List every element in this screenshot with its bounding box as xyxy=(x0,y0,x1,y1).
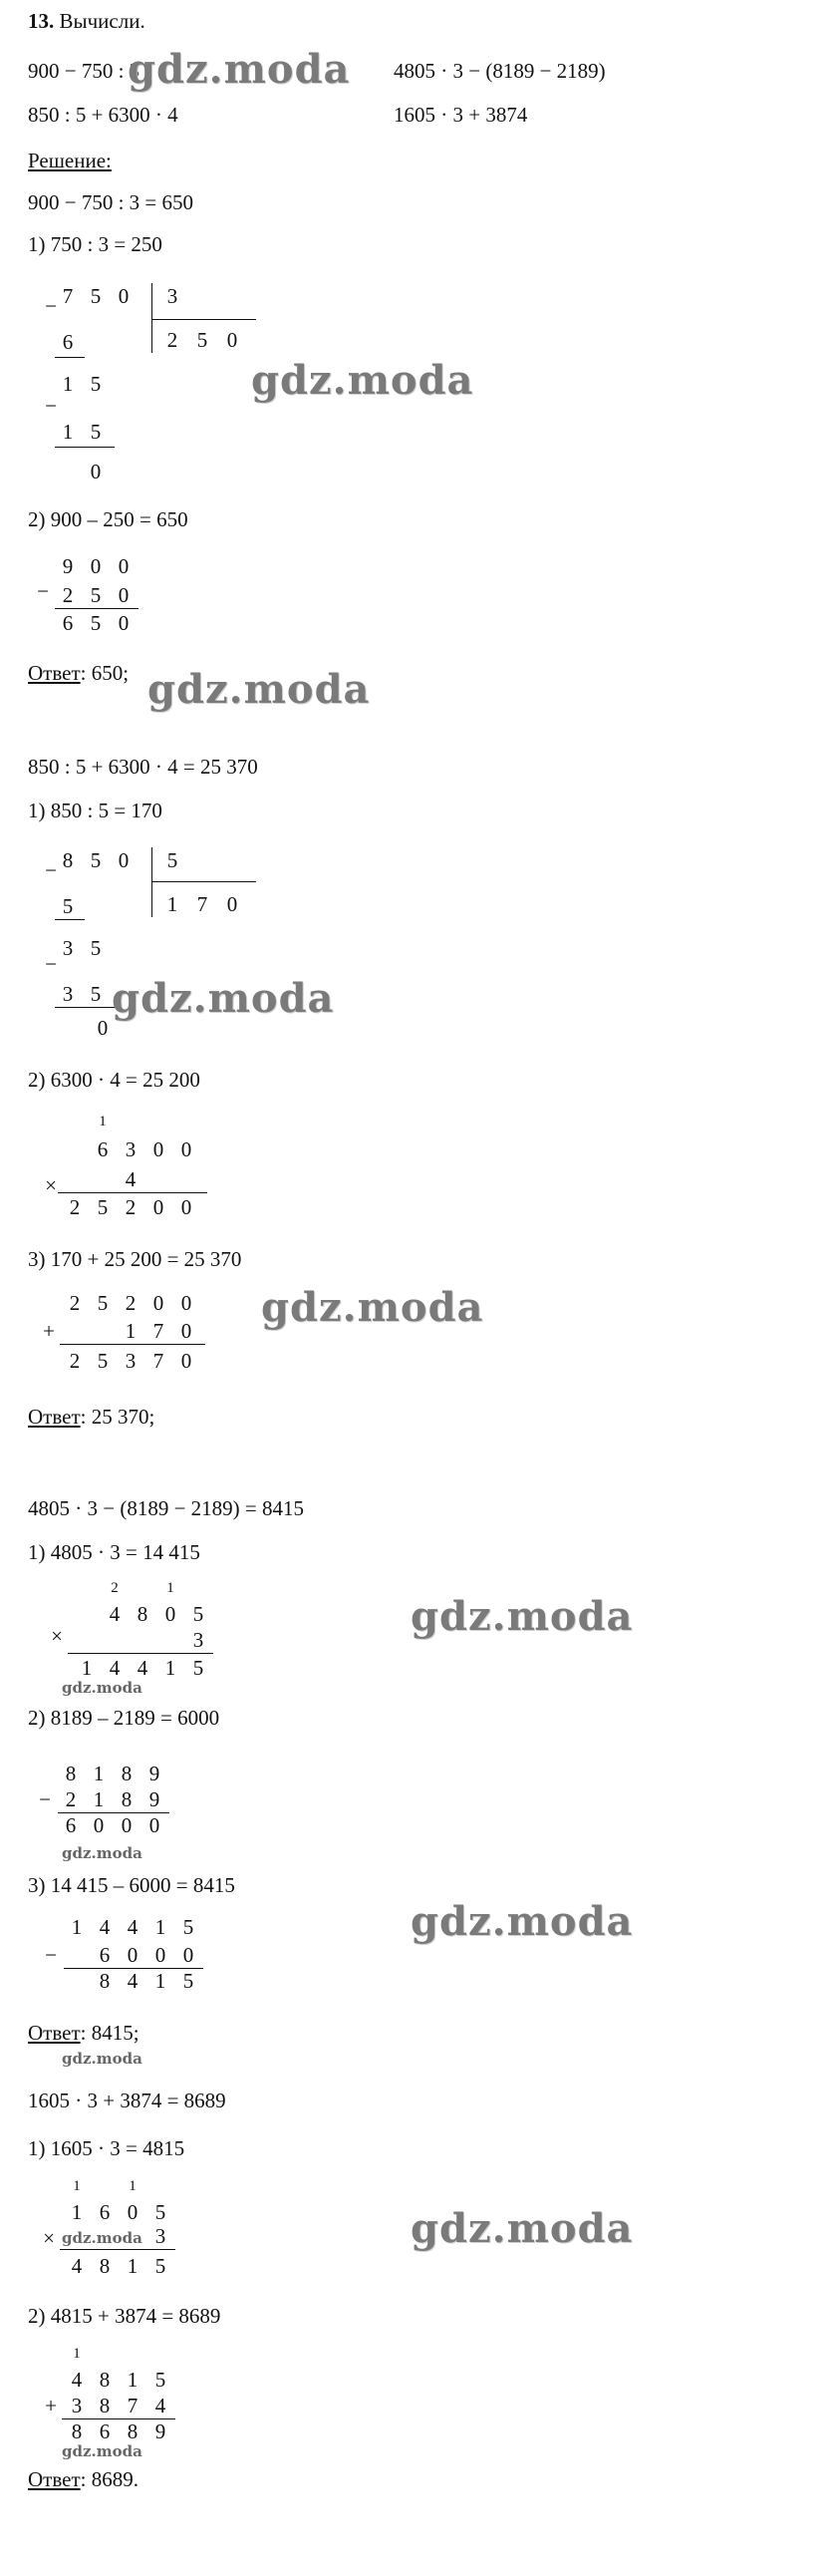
column-digit: 1 xyxy=(73,2346,81,2362)
column-digit: 4 xyxy=(109,1656,121,1680)
column-digit: 1 xyxy=(125,1319,137,1343)
column-digit: 9 xyxy=(148,1787,160,1811)
column-digit: 8 xyxy=(99,2254,111,2278)
column-digit: 3 xyxy=(62,982,74,1006)
column-digit: 1 xyxy=(127,2254,138,2278)
column-digit: + xyxy=(45,2394,57,2417)
column-digit: 4 xyxy=(125,1167,137,1191)
column-digit: × xyxy=(45,1173,57,1197)
column-digit: 7 xyxy=(196,892,208,916)
column-digit: 8 xyxy=(121,1787,133,1811)
equation-2: 850 : 5 + 6300 · 4 = 25 370 xyxy=(28,755,258,779)
column-digit: 4 xyxy=(109,1602,121,1626)
expression-3: 850 : 5 + 6300 · 4 xyxy=(28,103,178,127)
column-digit: 2 xyxy=(69,1291,81,1315)
column-digit: 1 xyxy=(166,1580,174,1596)
task-title: Вычисли. xyxy=(59,9,145,33)
expression-4: 1605 · 3 + 3874 xyxy=(394,103,528,127)
column-digit: 5 xyxy=(90,284,102,308)
column-digit: + xyxy=(43,1319,55,1343)
column-rule xyxy=(55,357,85,358)
column-digit: 0 xyxy=(118,848,130,872)
column-digit: 9 xyxy=(148,1762,160,1785)
column-digit: 2 xyxy=(69,1195,81,1219)
column-digit: 0 xyxy=(152,1195,164,1219)
column-digit: 2 xyxy=(125,1291,137,1315)
column-digit: 8 xyxy=(121,1762,133,1785)
column-digit: 9 xyxy=(62,554,74,578)
column-digit: 8 xyxy=(137,1602,148,1626)
column-digit: 0 xyxy=(127,2200,138,2224)
column-digit: 5 xyxy=(62,894,74,918)
column-digit: 5 xyxy=(154,2200,166,2224)
column-digit: 5 xyxy=(154,2254,166,2278)
column-digit: 2 xyxy=(62,583,74,607)
step-2-3: 3) 170 + 25 200 = 25 370 xyxy=(28,1247,242,1271)
column-rule xyxy=(68,1653,213,1654)
column-digit: 1 xyxy=(62,420,74,444)
column-digit: 3 xyxy=(71,2394,83,2417)
column-rule xyxy=(55,608,138,609)
column-digit: 0 xyxy=(118,284,130,308)
column-rule xyxy=(151,319,256,320)
column-digit: 5 xyxy=(90,982,102,1006)
column-digit: − xyxy=(45,858,57,882)
column-digit: 4 xyxy=(127,1915,138,1939)
column-digit: 5 xyxy=(154,2368,166,2392)
watermark: gdz.moda xyxy=(128,46,351,93)
watermark: gdz.moda xyxy=(112,975,335,1022)
column-digit: 1 xyxy=(129,2178,137,2194)
column-digit: 2 xyxy=(125,1195,137,1219)
column-digit: 1 xyxy=(81,1656,93,1680)
column-digit: 0 xyxy=(226,892,238,916)
column-digit: 1 xyxy=(93,1762,105,1785)
column-digit: − xyxy=(39,1787,51,1811)
column-rule xyxy=(151,881,256,882)
column-rule xyxy=(151,283,152,353)
column-digit: 2 xyxy=(69,1349,81,1373)
column-digit: 5 xyxy=(90,936,102,960)
column-digit: 0 xyxy=(226,328,238,352)
step-3-1: 1) 4805 · 3 = 14 415 xyxy=(28,1540,200,1564)
column-digit: 0 xyxy=(154,1943,166,1967)
column-digit: 4 xyxy=(71,2254,83,2278)
answer-1: Ответ: 650; xyxy=(28,661,130,685)
task-number: 13. xyxy=(28,9,55,33)
column-digit: 3 xyxy=(166,284,178,308)
column-digit: 5 xyxy=(196,328,208,352)
task-header xyxy=(28,8,145,34)
column-digit: 1 xyxy=(164,1656,176,1680)
column-rule xyxy=(60,2249,175,2250)
watermark-small: gdz.moda xyxy=(62,2442,142,2460)
column-digit: 7 xyxy=(152,1319,164,1343)
expression-2: 4805 · 3 − (8189 − 2189) xyxy=(394,59,606,83)
column-digit: × xyxy=(51,1624,63,1648)
column-digit: 4 xyxy=(99,1915,111,1939)
column-digit: 4 xyxy=(127,1969,138,1993)
step-1-2: 2) 900 – 250 = 650 xyxy=(28,507,188,531)
column-digit: 4 xyxy=(154,2394,166,2417)
column-digit: 5 xyxy=(90,420,102,444)
column-digit: 1 xyxy=(154,1915,166,1939)
column-digit: 5 xyxy=(97,1195,109,1219)
equation-3: 4805 · 3 − (8189 − 2189) = 8415 xyxy=(28,1496,305,1520)
watermark: gdz.moda xyxy=(411,2205,634,2252)
column-digit: 6 xyxy=(62,330,74,354)
column-digit: 0 xyxy=(164,1602,176,1626)
column-digit: 6 xyxy=(99,1943,111,1967)
step-3-3: 3) 14 415 – 6000 = 8415 xyxy=(28,1873,235,1897)
column-digit: 0 xyxy=(118,583,130,607)
column-digit: 5 xyxy=(97,1291,109,1315)
column-digit: 5 xyxy=(90,372,102,396)
step-1-1: 1) 750 : 3 = 250 xyxy=(28,232,162,256)
column-digit: 0 xyxy=(121,1813,133,1837)
column-digit: 1 xyxy=(166,892,178,916)
column-digit: 5 xyxy=(90,611,102,635)
column-digit: 5 xyxy=(192,1656,204,1680)
column-digit: 7 xyxy=(152,1349,164,1373)
step-2-2: 2) 6300 · 4 = 25 200 xyxy=(28,1068,200,1092)
column-digit: 6 xyxy=(99,2419,111,2443)
step-4-1: 1) 1605 · 3 = 4815 xyxy=(28,2136,185,2160)
column-digit: 3 xyxy=(154,2224,166,2248)
answer-4: Ответ: 8689. xyxy=(28,2467,138,2491)
watermark: gdz.moda xyxy=(147,666,371,713)
column-digit: 8 xyxy=(127,2419,138,2443)
column-digit: 0 xyxy=(93,1813,105,1837)
column-rule xyxy=(58,1192,207,1193)
column-digit: 0 xyxy=(148,1813,160,1837)
column-digit: 6 xyxy=(99,2200,111,2224)
watermark-small: gdz.moda xyxy=(62,1679,142,1697)
column-digit: − xyxy=(45,294,57,318)
column-digit: 1 xyxy=(127,2368,138,2392)
column-digit: 2 xyxy=(166,328,178,352)
column-digit: 0 xyxy=(90,460,102,483)
column-digit: − xyxy=(45,952,57,976)
column-digit: 3 xyxy=(192,1628,204,1652)
column-rule xyxy=(55,1007,115,1008)
column-digit: 0 xyxy=(180,1349,192,1373)
column-digit: × xyxy=(43,2226,55,2250)
column-digit: 0 xyxy=(90,554,102,578)
column-digit: − xyxy=(37,579,49,603)
column-digit: 3 xyxy=(62,936,74,960)
column-digit: 0 xyxy=(180,1137,192,1161)
column-digit: 1 xyxy=(73,2178,81,2194)
answer-3: Ответ: 8415; xyxy=(28,2021,139,2045)
column-digit: 8 xyxy=(65,1762,77,1785)
column-digit: 2 xyxy=(65,1787,77,1811)
equation-4: 1605 · 3 + 3874 = 8689 xyxy=(28,2089,226,2112)
step-2-1: 1) 850 : 5 = 170 xyxy=(28,799,162,822)
watermark: gdz.moda xyxy=(411,1593,634,1640)
column-digit: 5 xyxy=(90,848,102,872)
column-digit: 5 xyxy=(182,1915,194,1939)
column-rule xyxy=(55,447,115,448)
watermark: gdz.moda xyxy=(251,357,474,404)
column-digit: 0 xyxy=(180,1319,192,1343)
column-digit: − xyxy=(45,1943,57,1967)
column-digit: 6 xyxy=(62,611,74,635)
column-digit: 4 xyxy=(137,1656,148,1680)
column-digit: 0 xyxy=(118,611,130,635)
column-digit: 5 xyxy=(90,583,102,607)
column-digit: 1 xyxy=(93,1787,105,1811)
column-digit: 8 xyxy=(62,848,74,872)
column-digit: 1 xyxy=(99,1114,107,1129)
column-digit: 8 xyxy=(99,2368,111,2392)
column-rule xyxy=(55,919,85,920)
column-digit: 2 xyxy=(111,1580,119,1596)
column-digit: 5 xyxy=(192,1602,204,1626)
column-digit: 3 xyxy=(125,1349,137,1373)
column-digit: 8 xyxy=(71,2419,83,2443)
column-digit: 5 xyxy=(166,848,178,872)
equation-1: 900 − 750 : 3 = 650 xyxy=(28,190,194,214)
watermark-small: gdz.moda xyxy=(62,1844,142,1862)
expression-1: 900 − 750 : 3 xyxy=(28,59,140,83)
column-digit: 3 xyxy=(125,1137,137,1161)
step-3-2: 2) 8189 – 2189 = 6000 xyxy=(28,1706,220,1730)
column-digit: 9 xyxy=(154,2419,166,2443)
column-digit: 0 xyxy=(118,554,130,578)
column-digit: 1 xyxy=(154,1969,166,1993)
answer-2: Ответ: 25 370; xyxy=(28,1405,155,1429)
column-digit: 1 xyxy=(62,372,74,396)
column-digit: 0 xyxy=(152,1291,164,1315)
column-digit: 1 xyxy=(71,1915,83,1939)
column-digit: 0 xyxy=(97,1016,109,1040)
column-digit: 0 xyxy=(182,1943,194,1967)
column-digit: 6 xyxy=(65,1813,77,1837)
column-digit: 7 xyxy=(127,2394,138,2417)
watermark-small: gdz.moda xyxy=(62,2229,142,2247)
column-rule xyxy=(151,847,152,917)
column-rule xyxy=(60,1344,205,1345)
column-digit: 5 xyxy=(182,1969,194,1993)
watermark: gdz.moda xyxy=(261,1284,484,1331)
step-4-2: 2) 4815 + 3874 = 8689 xyxy=(28,2304,221,2328)
watermark-small: gdz.moda xyxy=(62,2050,142,2068)
column-digit: 0 xyxy=(152,1137,164,1161)
column-digit: 4 xyxy=(71,2368,83,2392)
column-digit: 6 xyxy=(97,1137,109,1161)
solution-label: Решение: xyxy=(28,149,112,172)
column-digit: 7 xyxy=(62,284,74,308)
column-digit: 0 xyxy=(127,1943,138,1967)
column-digit: 0 xyxy=(180,1195,192,1219)
column-digit: 8 xyxy=(99,1969,111,1993)
column-digit: 0 xyxy=(180,1291,192,1315)
column-digit: 8 xyxy=(99,2394,111,2417)
watermark: gdz.moda xyxy=(411,1898,634,1945)
column-digit: 1 xyxy=(71,2200,83,2224)
column-digit: 5 xyxy=(97,1349,109,1373)
column-digit: − xyxy=(45,394,57,418)
